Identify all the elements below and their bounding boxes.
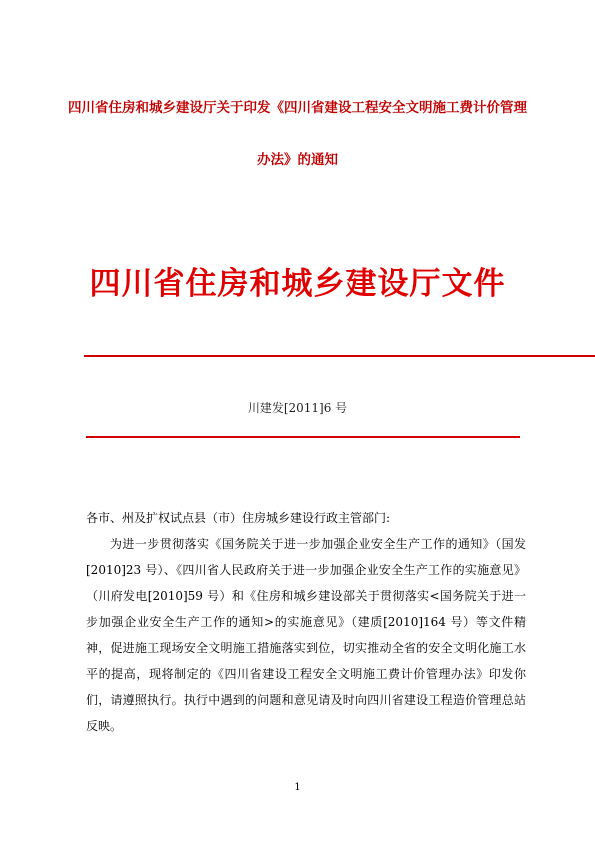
org-banner: 四川省住房和城乡建设厅文件 — [89, 266, 506, 302]
header-divider-bottom — [86, 436, 520, 438]
addressee: 各市、州及扩权试点县（市）住房城乡建设行政主管部门: — [86, 511, 391, 525]
document-body — [86, 505, 526, 739]
page-number: 1 — [294, 782, 301, 793]
document-number: 川建发[2011]6 号 — [247, 401, 348, 415]
notice-title-line-2: 办法》的通知 — [257, 152, 338, 168]
header-divider-top — [84, 355, 595, 357]
notice-title-line-1: 四川省住房和城乡建设厅关于印发《四川省建设工程安全文明施工费计价管理 — [68, 100, 527, 116]
body-paragraph: 为进一步贯彻落实《国务院关于进一步加强企业安全生产工作的通知》（国发[2010]23 号）、《四川省人民政府关于进一步加强企业安全生产工作的实施意见》（川府发电[2010]59 号）和《住房和城乡建设部关于贯彻落实<国务院关于进一步加强企业安全生产工作的通知>的实施意见》（建质[2010]164 号）等文件精神，促进施工现场安全文明施工措施落实到位，切实推动全省的安全文明化施工水平的提高，现将制定的《四川省建设工程安全文明施工费计价管理办法》印发你们，请遵照执行。执行中遇到的问题和意见请及时向四川省建设工程造价管理总站反映。 — [86, 537, 526, 733]
